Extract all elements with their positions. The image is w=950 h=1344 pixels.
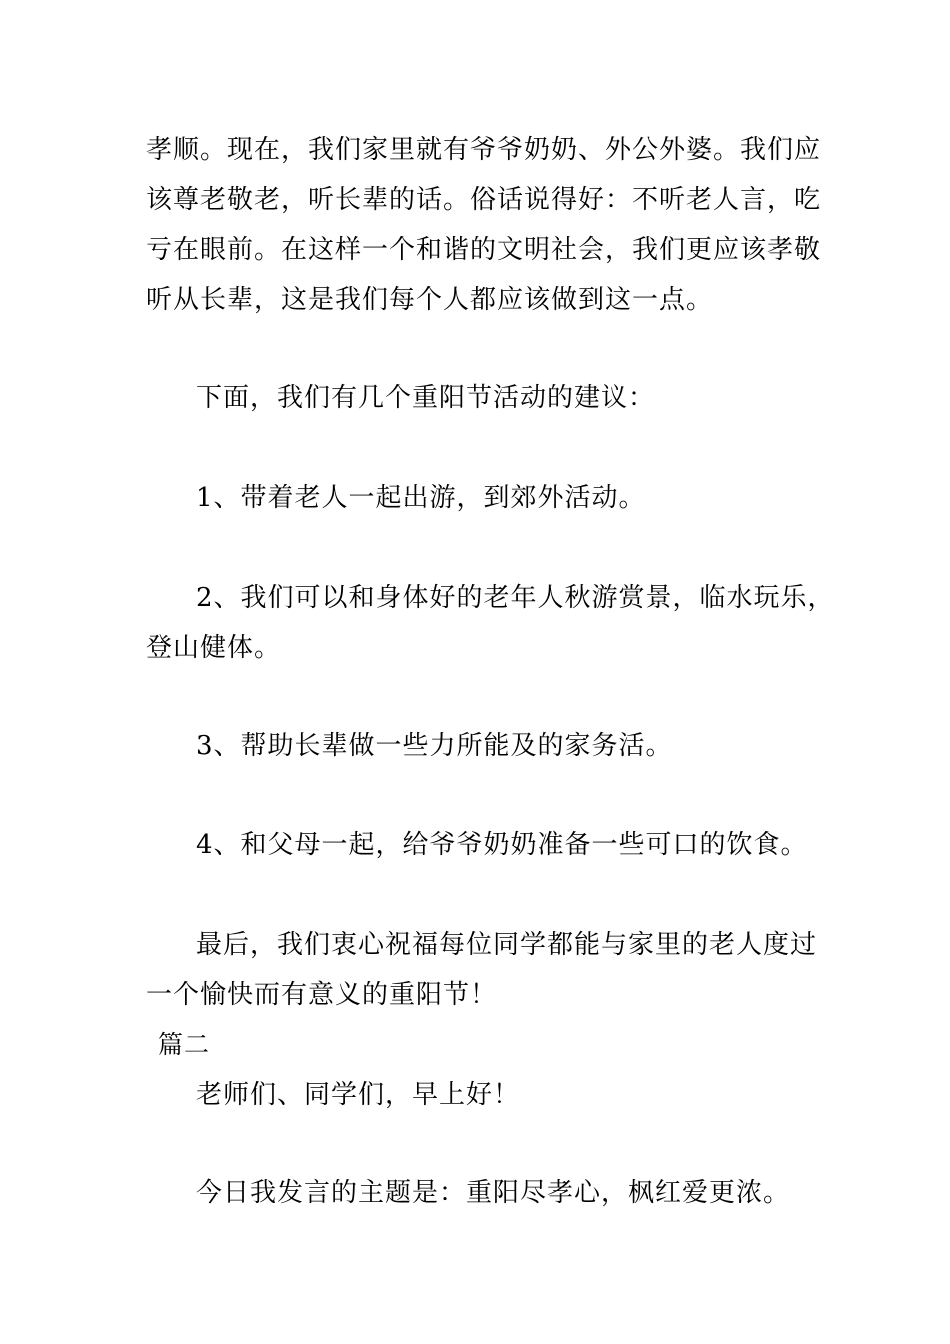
paragraph-line: 下面，我们有几个重阳节活动的建议： xyxy=(196,383,656,413)
paragraph-line: 一个愉快而有意义的重阳节！ xyxy=(146,980,498,1010)
paragraph-line: 听从长辈，这是我们每个人都应该做到这一点。 xyxy=(146,285,714,315)
list-item: 3、帮助长辈做一些力所能及的家务活。 xyxy=(196,731,673,761)
paragraph-line: 孝顺。现在，我们家里就有爷爷奶奶、外公外婆。我们应 xyxy=(146,135,822,165)
paragraph-line: 老师们、同学们，早上好！ xyxy=(196,1080,521,1110)
list-item: 4、和父母一起，给爷爷奶奶准备一些可口的饮食。 xyxy=(196,830,808,860)
paragraph-line: 登山健体。 xyxy=(146,633,282,663)
paragraph-line: 亏在眼前。在这样一个和谐的文明社会，我们更应该孝敬 xyxy=(146,235,822,265)
paragraph-line: 最后，我们衷心祝福每位同学都能与家里的老人度过 xyxy=(196,930,818,960)
section-heading: 篇二 xyxy=(158,1030,211,1059)
list-item: 1、带着老人一起出游，到郊外活动。 xyxy=(196,483,646,513)
list-item: 2、我们可以和身体好的老年人秋游赏景，临水玩乐， xyxy=(196,583,835,613)
paragraph-line: 今日我发言的主题是：重阳尽孝心，枫红爱更浓。 xyxy=(196,1178,791,1208)
paragraph-line: 该尊老敬老，听长辈的话。俗话说得好：不听老人言，吃 xyxy=(146,185,822,215)
